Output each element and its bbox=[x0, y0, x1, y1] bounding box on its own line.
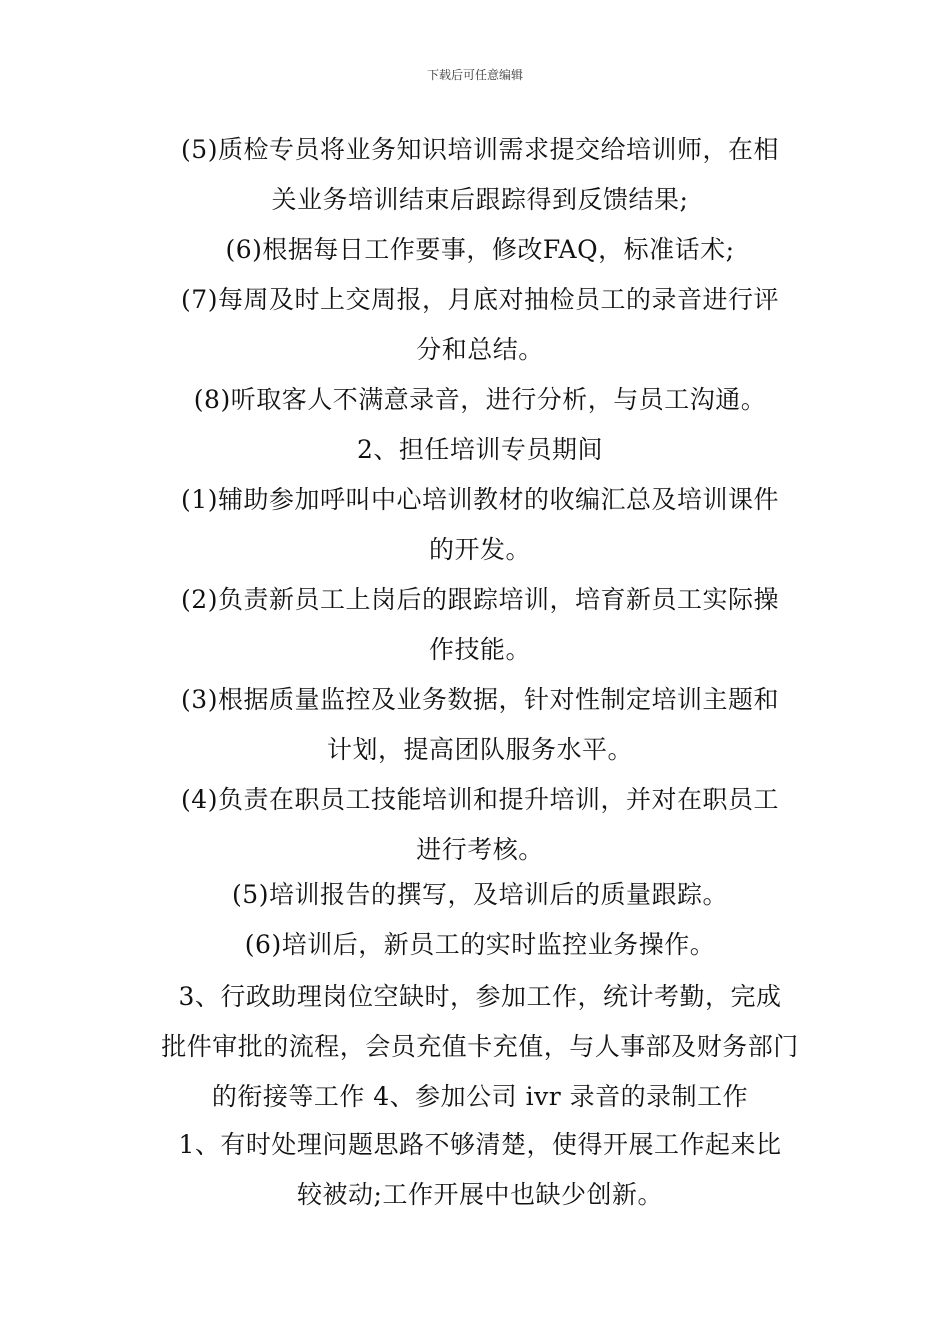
section-heading bbox=[150, 425, 810, 475]
text-line: 较被动;工作开展中也缺少创新。 bbox=[297, 1180, 663, 1209]
paragraph bbox=[150, 125, 810, 225]
paragraph bbox=[150, 775, 810, 875]
text-line: (3)根据质量监控及业务数据，针对性制定培训主题和 bbox=[181, 685, 779, 714]
text-line: 计划，提高团队服务水平。 bbox=[326, 735, 633, 764]
page-header: 下载后可任意编辑 bbox=[426, 68, 523, 82]
text-line: (2)负责新员工上岗后的跟踪培训，培育新员工实际操 bbox=[181, 585, 779, 614]
paragraph bbox=[150, 870, 810, 920]
text-line: 批件审批的流程，会员充值卡充值，与人事部及财务部门 bbox=[161, 1032, 799, 1061]
text-line: 进行考核。 bbox=[416, 835, 544, 864]
text-line: 1、有时处理问题思路不够清楚，使得开展工作起来比 bbox=[178, 1130, 782, 1159]
text-line: (6)根据每日工作要事，修改FAQ，标准话术; bbox=[225, 235, 735, 264]
text-line: 的开发。 bbox=[428, 535, 531, 564]
text-line: 的衔接等工作 4、参加公司 ivr 录音的录制工作 bbox=[211, 1082, 749, 1111]
text-line: 分和总结。 bbox=[416, 335, 544, 364]
text-line: (1)辅助参加呼叫中心培训教材的收编汇总及培训课件 bbox=[181, 485, 779, 514]
text-line: 关业务培训结束后跟踪得到反馈结果; bbox=[271, 185, 689, 214]
text-line: (4)负责在职员工技能培训和提升培训，并对在职员工 bbox=[181, 785, 779, 814]
text-line: (5)质检专员将业务知识培训需求提交给培训师，在相 bbox=[181, 135, 779, 164]
text-line: (8)听取客人不满意录音，进行分析，与员工沟通。 bbox=[193, 385, 767, 414]
paragraph bbox=[150, 1120, 810, 1220]
paragraph bbox=[150, 675, 810, 775]
paragraph bbox=[150, 972, 810, 1122]
paragraph bbox=[150, 920, 810, 970]
paragraph bbox=[150, 375, 810, 425]
paragraph bbox=[150, 575, 810, 675]
text-line: 作技能。 bbox=[428, 635, 531, 664]
text-line: 3、行政助理岗位空缺时，参加工作，统计考勤，完成 bbox=[178, 982, 782, 1011]
text-line: 2、担任培训专员期间 bbox=[357, 435, 603, 464]
paragraph bbox=[150, 275, 810, 375]
paragraph bbox=[150, 225, 810, 275]
text-line: (5)培训报告的撰写，及培训后的质量跟踪。 bbox=[232, 880, 728, 909]
paragraph bbox=[150, 475, 810, 575]
text-line: (7)每周及时上交周报，月底对抽检员工的录音进行评 bbox=[181, 285, 779, 314]
text-line: (6)培训后，新员工的实时监控业务操作。 bbox=[244, 930, 716, 959]
